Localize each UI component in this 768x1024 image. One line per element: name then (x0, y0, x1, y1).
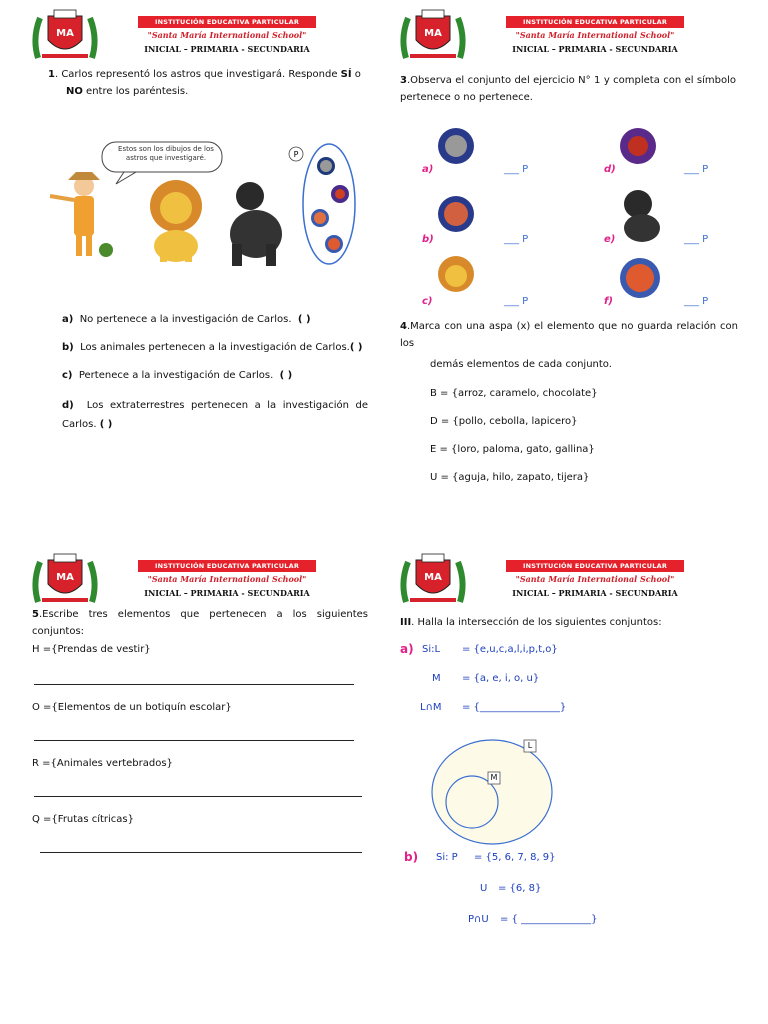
q3-prompt: 3.Observa el conjunto del ejercicio N° 1 y completa con el símbolo pertenece o no pertenece. (400, 75, 736, 103)
school-header (30, 552, 370, 608)
school-levels: INICIAL – PRIMARIA - SECUNDARIA (144, 588, 310, 598)
q5-set-h: H ={Prendas de vestir} (32, 644, 151, 655)
svg-text:MA: MA (56, 572, 74, 583)
q5-set-q: Q ={Frutas cítricas} (32, 814, 134, 825)
q6-a-int-answer[interactable]: = {________________} (462, 702, 567, 713)
q6-b-int-answer[interactable]: = { ______________} (500, 914, 598, 925)
school-header (398, 552, 738, 608)
q6-a-set-m: = {a, e, i, o, u} (462, 673, 540, 684)
q3-images (428, 124, 728, 314)
ball (99, 243, 113, 257)
svg-text:MA: MA (424, 572, 442, 583)
q4-set-d[interactable]: D = {pollo, cebolla, lapicero} (430, 416, 578, 427)
school-logo (398, 552, 468, 608)
answer-parens[interactable]: ( ) (349, 342, 363, 353)
q3-e-blank[interactable]: ___ P (684, 234, 709, 245)
venn-label-m: M (490, 773, 498, 782)
q6-a-int-name: L∩M (420, 702, 442, 713)
q3-c-letter: c) (422, 296, 433, 307)
svg-text:MA: MA (424, 28, 442, 39)
school-banner: INSTITUCIÓN EDUCATIVA PARTICULAR (506, 16, 684, 28)
answer-line[interactable] (40, 852, 362, 853)
q4-set-b[interactable]: B = {arroz, caramelo, chocolate} (430, 388, 598, 399)
q5-set-r: R ={Animales vertebrados} (32, 758, 173, 769)
q3-f-blank[interactable]: ___ P (684, 296, 709, 307)
q1-option-c: c) Pertenece a la investigación de Carlos. ( ) (62, 370, 293, 381)
q3-b-letter: b) (422, 234, 434, 245)
q3-b-blank[interactable]: ___ P (504, 234, 529, 245)
q6-a-letter: a) (400, 642, 414, 656)
q5-prompt: 5.Escribe tres elementos que pertenecen a los siguientes conjuntos: (32, 609, 368, 637)
venn-label-l: L (527, 741, 533, 750)
school-levels: INICIAL – PRIMARIA - SECUNDARIA (512, 588, 678, 598)
school-levels: INICIAL – PRIMARIA - SECUNDARIA (512, 44, 678, 54)
q3-c-blank[interactable]: ___ P (504, 296, 529, 307)
boy-body (74, 196, 94, 236)
q3-e-letter: e) (604, 234, 616, 245)
school-banner: INSTITUCIÓN EDUCATIVA PARTICULAR (138, 560, 316, 572)
q3-d-blank[interactable]: ___ P (684, 164, 709, 175)
q1-prompt: 1. Carlos representó los astros que investigará. Responde SÍ o NO entre los paréntesis. (48, 69, 361, 97)
exercise-3-4 (398, 8, 738, 483)
q6-b-set-p: = {5, 6, 7, 8, 9} (474, 852, 556, 863)
q6-b-u-name: U (480, 883, 488, 894)
q1-option-b: b) Los animales pertenecen a la investigación de Carlos.( ) (62, 342, 363, 353)
gorilla (624, 190, 652, 218)
svg-text:P: P (293, 150, 299, 159)
school-logo (398, 8, 468, 64)
school-banner: INSTITUCIÓN EDUCATIVA PARTICULAR (506, 560, 684, 572)
school-name: "Santa María International School" (147, 574, 307, 584)
q6-a-m-name: M (432, 673, 441, 684)
school-name: "Santa María International School" (147, 30, 307, 40)
q3-a-blank[interactable]: ___ P (504, 164, 529, 175)
svg-text:MA: MA (56, 28, 74, 39)
exercise-5 (30, 552, 370, 825)
q4-set-u[interactable]: U = {aguja, hilo, zapato, tijera} (430, 472, 590, 483)
q6-b-letter: b) (404, 850, 419, 864)
answer-line[interactable] (34, 740, 354, 741)
q4-prompt: 4.Marca con una aspa (x) el elemento que no guarda relación con los (400, 321, 738, 349)
exercise-1 (30, 8, 370, 430)
answer-parens[interactable]: ( ) (279, 370, 293, 381)
answer-line[interactable] (34, 684, 354, 685)
school-logo (30, 552, 100, 608)
school-banner: INSTITUCIÓN EDUCATIVA PARTICULAR (138, 16, 316, 28)
school-header (30, 8, 370, 64)
q3-d-letter: d) (604, 164, 616, 175)
q6-a-set-l: = {e,u,c,a,l,i,p,t,o} (462, 644, 558, 655)
q6-prompt: III. Halla la intersección de los siguientes conjuntos: (400, 617, 662, 628)
q3-a-letter: a) (422, 164, 434, 175)
q6-b-int-name: P∩U (468, 914, 489, 925)
q4-prompt-2: demás elementos de cada conjunto. (430, 359, 612, 370)
answer-parens[interactable]: ( ) (297, 314, 311, 325)
q6-b-si: Si: P (436, 852, 458, 863)
q6-b-set-u: = {6, 8} (498, 883, 542, 894)
q3-f-letter: f) (604, 296, 613, 307)
gorilla (236, 182, 264, 210)
school-header (398, 8, 738, 64)
q5-set-o: O ={Elementos de un botiquín escolar} (32, 702, 232, 713)
answer-line[interactable] (34, 796, 362, 797)
school-levels: INICIAL – PRIMARIA - SECUNDARIA (144, 44, 310, 54)
speech-bubble-text: Estos son los dibujos de los astros que investigaré. (118, 145, 214, 162)
answer-parens[interactable]: ( ) (99, 419, 113, 430)
school-name: "Santa María International School" (515, 30, 675, 40)
school-logo (30, 8, 100, 64)
q1-option-d: d) Los extraterrestres pertenecen a la investigación de Carlos. ( ) (62, 400, 368, 430)
exercise-intersection (398, 552, 738, 925)
q1-option-a: a) No pertenece a la investigación de Carlos. ( ) (62, 314, 311, 325)
school-name: "Santa María International School" (515, 574, 675, 584)
venn-diagram (428, 736, 558, 846)
q6-a-si: Si:L (422, 644, 441, 655)
q4-set-e[interactable]: E = {loro, paloma, gato, gallina} (430, 444, 595, 455)
